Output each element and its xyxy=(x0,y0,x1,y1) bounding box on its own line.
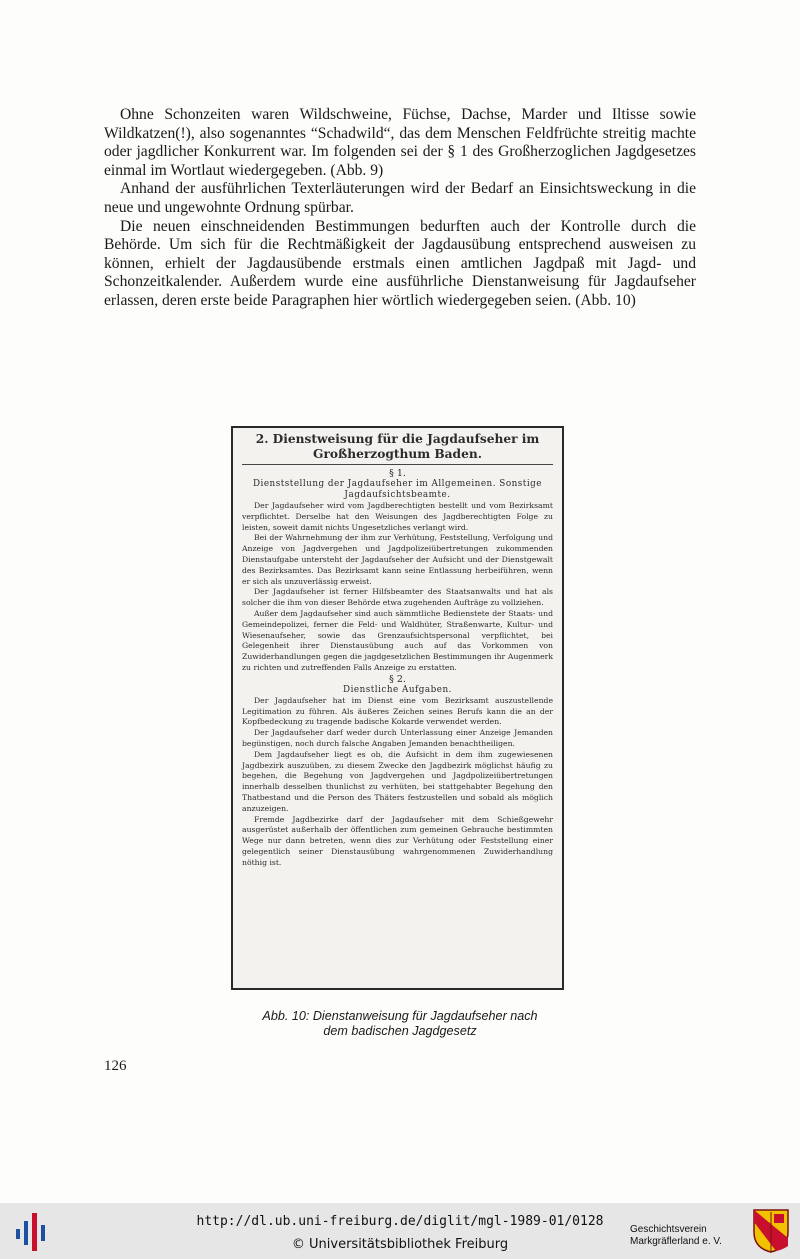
section-1-paragraph: Der Jagdaufseher ist ferner Hilfsbeamter des Staatsanwalts und hat als solcher die ihm von dieser Behörde etwa zugehenden Aufträge zu vollziehen. xyxy=(242,587,553,608)
society-name xyxy=(630,1224,722,1248)
figure-dienstweisung xyxy=(231,426,564,990)
society-name-line-2: Markgräflerland e. V. xyxy=(630,1236,722,1247)
society-name-line-1: Geschichtsverein xyxy=(630,1224,707,1235)
section-1-paragraph: Außer dem Jagdaufseher sind auch sämmtliche Bedienstete der Staats- und Gemeindepolizei, ferner die Feld- und Waldhüter, Straßenwarte, Kultur- und Wiesenaufseher, sowie das Grenzaufsichtspersonal verpflichtet, bei Gelegenheit ihrer Dienstausübung auch auf das Vorkommen von Zuwiderhandlungen gegen die jagdgesetzlichen Bestimmungen ihr Augenmerk zu richten und zutreffenden Falls Anzeige zu erstatten. xyxy=(242,608,553,672)
body-text xyxy=(104,106,696,311)
permalink-url[interactable]: http://dl.ub.uni-freiburg.de/diglit/mgl-1989-01/0128 xyxy=(196,1214,604,1229)
paragraph-1: Ohne Schonzeiten waren Wildschweine, Füchse, Dachse, Marder und Iltisse sowie Wildkatzen(!), also sogenanntes “Schadwild“, das dem Menschen Feldfrüchte streitig machte oder jagdlicher Konkurrent war. Im folgenden sei der § 1 des Großherzoglichen Jagdgesetzes einmal im Wortlaut wiedergegeben. (Abb. 9) xyxy=(104,106,696,179)
viewer-footer xyxy=(0,1203,800,1259)
section-1-number: § 1. xyxy=(389,468,406,479)
paragraph-2: Anhand der ausführlichen Texterläuterungen wird der Bedarf an Einsichtsweckung in die neue und ungewohnte Ordnung spürbar. xyxy=(104,180,696,216)
coat-of-arms-icon xyxy=(752,1208,790,1254)
figure-title-rule xyxy=(242,464,553,465)
section-1-paragraph: Bei der Wahrnehmung der ihm zur Verhütung, Feststellung, Verfolgung und Anzeige von Jagdvergehen und Jagdpolizeiübertretungen zukommenden Dienstaufgabe untersteht der Jagdaufseher der Aufsicht und der Dienstgewalt des Bezirksamtes. Das Bezirksamt kann seine Entlassung herbeiführen, wenn er sich als unzuverlässig erweist. xyxy=(242,533,553,586)
section-2-paragraph: Der Jagdaufseher hat im Dienst eine vom Bezirksamt auszustellende Legitimation zu führen. Als äußeres Zeichen seines Berufs kann die an der Kopfbedeckung zu tragende badische Kokarde verwendet werden. xyxy=(242,695,553,727)
copyright-notice: © Universitätsbibliothek Freiburg xyxy=(291,1237,509,1252)
caption-line-2: dem badischen Jagdgesetz xyxy=(323,1024,477,1038)
caption-line-1: Abb. 10: Dienstanweisung für Jagdaufseher nach xyxy=(262,1009,538,1023)
section-2-heading: Dienstliche Aufgaben. xyxy=(343,684,452,695)
section-1-heading: Dienststellung der Jagdaufseher im Allgemeinen. Sonstige Jagdaufsichtsbeamte. xyxy=(252,479,542,500)
section-2-paragraph: Fremde Jagdbezirke darf der Jagdaufseher mit dem Schießgewehr ausgerüstet außerhalb der öffentlichen zum gemeinen Gebrauche bestimmten Wege nur dann betreten, wenn dies zur Verhütung oder Feststellung einer gelegentlich seiner Dienstausübung wahrgenommenen Zuwiderhandlung nöthig ist. xyxy=(242,814,553,867)
figure-title: 2. Dienstweisung für die Jagdaufseher im Großherzogthum Baden. xyxy=(255,432,540,461)
section-2-paragraph: Der Jagdaufseher darf weder durch Unterlassung einer Anzeige Jemanden begünstigen, noch durch falsche Angaben Jemanden benachtheiligen. xyxy=(242,728,553,748)
section-2-paragraph: Dem Jagdaufseher liegt es ob, die Aufsicht in dem ihm zugewiesenen Jagdbezirk auszuüben, zu diesem Zwecke den Jagdbezirk möglichst häufig zu begehen, die Begehung von Jagdvergehen und Jagdpolizeiübertretungen innerhalb desselben thunlichst zu verhüten, bei stattgehabter Begehung den Thatbestand und die Person des Thäters festzustellen und sobald als möglich anzuzeigen. xyxy=(242,749,553,813)
paragraph-3: Die neuen einschneidenden Bestimmungen bedurften auch der Kontrolle durch die Behörde. Um sich für die Rechtmäßigkeit der Jagdausübung entsprechend ausweisen zu können, erhielt der Jagdausübende erstmals einen amtlichen Jagdpaß mit Jagd- und Schonzeitkalender. Außerdem wurde eine ausführliche Dienstanweisung für Jagdaufseher erlassen, deren erste beide Paragraphen hier wörtlich wiedergegeben seien. (Abb. 10) xyxy=(104,217,696,309)
section-1-paragraph: Der Jagdaufseher wird vom Jagdberechtigten bestellt und vom Bezirksamt verpflichtet. Derselbe hat den Weisungen des Jagdberechtigten Folge zu leisten, soweit damit nichts Ungesetzliches verlangt wird. xyxy=(242,501,553,532)
figure-caption xyxy=(232,1009,568,1039)
page-number: 126 xyxy=(104,1058,127,1074)
section-2-number: § 2. xyxy=(389,673,406,685)
